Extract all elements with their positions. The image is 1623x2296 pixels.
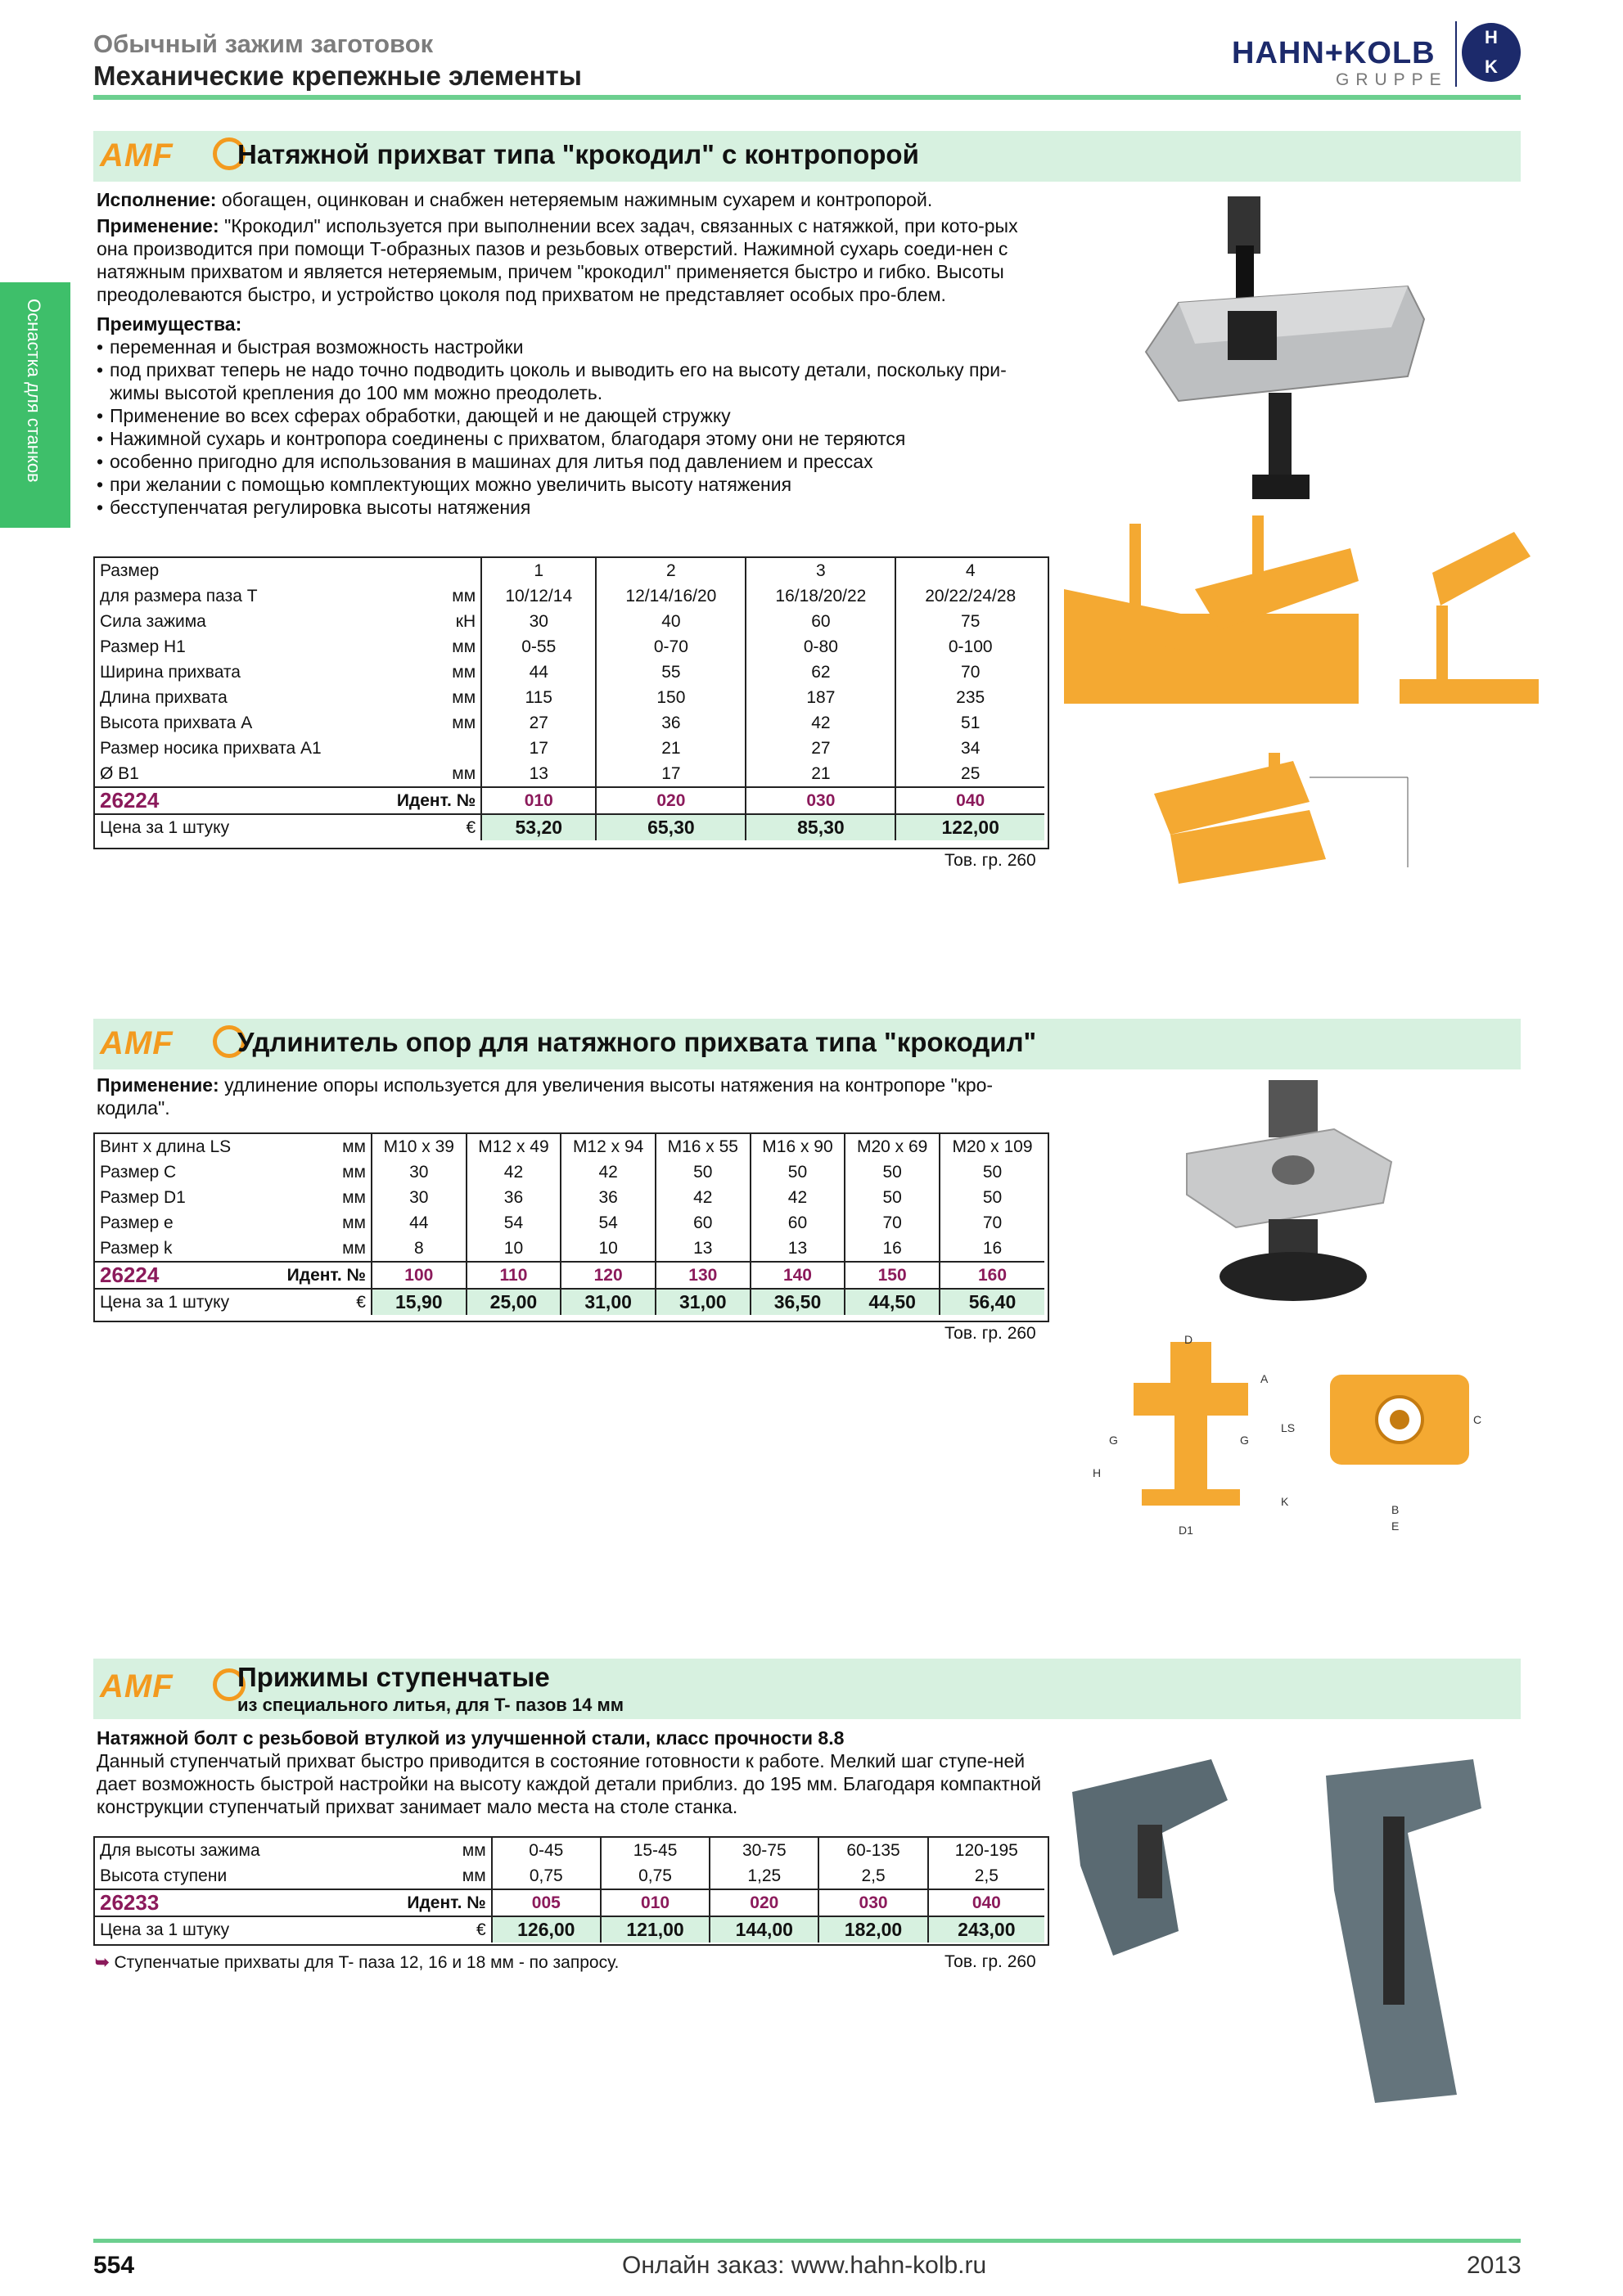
price-value: 25,00 <box>467 1289 561 1315</box>
section3-text: Данный ступенчатый прихват быстро приводится в состояние готовности к работе. Мелкий шаг ступе-ней дает возможность быстрой настройки на высоту каждой детали приблиз. до 195 мм. Благодаря компактной конструкции ступенчатый прихват занимает мало места на столе станка. <box>97 1750 1042 1817</box>
table-cell: 10 <box>561 1236 656 1262</box>
table-cell: 75 <box>895 609 1044 634</box>
table-cell: 2 <box>596 558 746 583</box>
section2-title: Удлинитель опор для натяжного прихвата типа "крокодил" <box>237 1027 1037 1057</box>
section2-description: Применение: удлинение опоры используется для увеличения высоты натяжения на контропоре "кро-кодила". <box>97 1074 994 1119</box>
support-extension-dimension-drawing <box>1084 1334 1526 1546</box>
table-cell: 42 <box>751 1185 845 1210</box>
row-unit: мм <box>452 662 476 682</box>
section1-spec-table <box>95 558 1044 840</box>
table-row <box>95 1185 1044 1210</box>
diagram-label: G <box>1109 1434 1118 1447</box>
diagram-label: B <box>1391 1503 1400 1516</box>
table-cell: M16 x 55 <box>656 1134 751 1159</box>
footer-divider <box>93 2239 1521 2243</box>
row-label: Ø B1 <box>100 763 139 783</box>
table-cell: 0-45 <box>492 1838 601 1863</box>
table-cell: 60 <box>746 609 895 634</box>
step-clamp-photo <box>1064 1743 1490 2103</box>
table-cell: 20/22/24/28 <box>895 583 1044 609</box>
table-row <box>95 1210 1044 1236</box>
table-cell: 2,5 <box>818 1863 927 1889</box>
advantage-item: • под прихват теперь не надо точно подводить цоколь и выводить его на высоту детали, поскольку при-жимы высотой крепления до 100 мм можно преодолеть. <box>110 358 1046 404</box>
row-unit: мм <box>452 713 476 732</box>
ident-code: 140 <box>751 1262 845 1289</box>
article-number: 26233 <box>100 1890 160 1915</box>
header-title: Механические крепежные элементы <box>93 61 582 91</box>
table-row <box>95 736 1044 761</box>
table-cell: 36 <box>596 710 746 736</box>
section3-spec-table <box>95 1838 1044 1943</box>
support-extension-photo <box>1179 1080 1408 1309</box>
table-cell: 50 <box>845 1159 940 1185</box>
table-cell: 40 <box>596 609 746 634</box>
table-cell: 54 <box>467 1210 561 1236</box>
advantage-item: • Применение во всех сферах обработки, дающей и не дающей стружку <box>110 404 1046 427</box>
diagram-label: H <box>1093 1466 1102 1479</box>
table-cell: M20 x 69 <box>845 1134 940 1159</box>
row-unit: мм <box>342 1238 366 1258</box>
table-cell: 70 <box>940 1210 1044 1236</box>
table-cell: M12 x 94 <box>561 1134 656 1159</box>
row-label: для размера паза T <box>100 586 258 606</box>
article-number: 26224 <box>100 1263 160 1287</box>
table-cell: 51 <box>895 710 1044 736</box>
section1-product-group: Тов. гр. 260 <box>944 851 1036 870</box>
table-cell: 0,75 <box>492 1863 601 1889</box>
table-cell: 17 <box>596 761 746 787</box>
row-unit: мм <box>452 637 476 656</box>
table-cell: 4 <box>895 558 1044 583</box>
ident-code: 110 <box>467 1262 561 1289</box>
section2-spec-table <box>95 1134 1044 1315</box>
table-cell: 36 <box>561 1185 656 1210</box>
table-cell: 3 <box>746 558 895 583</box>
ident-code: 130 <box>656 1262 751 1289</box>
table-cell: 60 <box>751 1210 845 1236</box>
table-cell: 36 <box>467 1185 561 1210</box>
table-row <box>95 1159 1044 1185</box>
advantage-item: • бесступенчатая регулировка высоты натяжения <box>110 496 1046 519</box>
table-cell: 10/12/14 <box>481 583 596 609</box>
table-row <box>95 1863 1044 1889</box>
row-label: Высота ступени <box>100 1866 228 1885</box>
row-label: Ширина прихвата <box>100 662 241 682</box>
table-cell: 0-55 <box>481 634 596 660</box>
ident-code: 100 <box>372 1262 467 1289</box>
ident-code: 010 <box>601 1889 710 1916</box>
amf-logo: AMF <box>100 1668 174 1704</box>
price-value: 243,00 <box>928 1916 1044 1943</box>
currency-symbol: € <box>476 1920 486 1939</box>
crocodile-application-diagram <box>1056 515 1547 712</box>
ident-label: Идент. № <box>407 1893 486 1912</box>
row-unit: кН <box>455 611 476 631</box>
table-cell: M20 x 109 <box>940 1134 1044 1159</box>
diagram-label: E <box>1391 1519 1400 1533</box>
section1-description: Исполнение: обогащен, оцинкован и снабжен нетеряемым нажимным сухарем и контропорой. Применение: "Крокодил" используется при выполнении всех задач, связанных с натяжкой, при кото-рых она производится при помощи T-образных пазов и резьбовых отверстий. Нажимной сухарь соеди-нен с натяжным прихватом и является нетеряемым, причем "крокодил" применяется быстро и гибко. Высоты преодолеваются быстро, и устройство цоколя под прихватом не представляет особых про-блем. Преимущества: • переменная и быстрая возможность настройки • под прихват теперь не надо точно подводить цоколь и выводить его на высоту детали, поскольку при-жимы высотой крепления до 100 мм можно преодолеть. • Применение во всех сферах обработки, дающей и не дающей стружку • Нажимной сухарь и контропора соединены с прихватом, благодаря этому они не теряются • особенно пригодно для использования в машинах для литья под давлением и прессах • при желании с помощью комплектующих можно увеличить высоту натяжения • бесступенчатая регулировка высоты натяжения <box>97 188 1046 519</box>
ident-code: 150 <box>845 1262 940 1289</box>
price-value: 44,50 <box>845 1289 940 1315</box>
table-cell: 30 <box>372 1185 467 1210</box>
table-cell: 50 <box>940 1159 1044 1185</box>
table-cell: 42 <box>746 710 895 736</box>
price-value: 144,00 <box>710 1916 818 1943</box>
brand-logo-icon: H K <box>1462 23 1521 82</box>
side-tab-label: Оснастка для станков <box>24 299 44 483</box>
table-cell: 13 <box>656 1236 751 1262</box>
price-row <box>95 1916 1044 1943</box>
amf-logo: AMF <box>100 137 174 173</box>
arrow-icon: ➥ <box>95 1953 110 1972</box>
ident-code: 030 <box>746 787 895 814</box>
price-value: 182,00 <box>818 1916 927 1943</box>
table-cell: 21 <box>596 736 746 761</box>
table-cell: 235 <box>895 685 1044 710</box>
ident-label: Идент. № <box>396 790 476 810</box>
row-label: Размер носика прихвата A1 <box>100 738 322 758</box>
price-value: 126,00 <box>492 1916 601 1943</box>
diagram-label: C <box>1473 1413 1482 1426</box>
diagram-label: G <box>1240 1434 1249 1447</box>
row-unit: мм <box>342 1187 366 1207</box>
row-label: Размер k <box>100 1238 173 1258</box>
section3-subtitle: из специального литья, для T- пазов 14 мм <box>237 1695 624 1715</box>
table-cell: 70 <box>845 1210 940 1236</box>
price-value: 65,30 <box>596 814 746 840</box>
section3-title: Прижимы ступенчатые <box>237 1662 550 1692</box>
crocodile-dimension-drawing <box>1146 728 1432 892</box>
table-cell: 10 <box>467 1236 561 1262</box>
table-row <box>95 1838 1044 1863</box>
table-cell: 150 <box>596 685 746 710</box>
ident-code: 040 <box>895 787 1044 814</box>
row-label: Высота прихвата A <box>100 713 253 732</box>
row-label: Сила зажима <box>100 611 206 631</box>
table-cell: M16 x 90 <box>751 1134 845 1159</box>
table-row <box>95 761 1044 787</box>
ident-label: Идент. № <box>286 1265 366 1285</box>
table-row <box>95 583 1044 609</box>
table-cell: 27 <box>746 736 895 761</box>
currency-symbol: € <box>356 1292 366 1312</box>
table-cell: 16 <box>845 1236 940 1262</box>
table-cell: 17 <box>481 736 596 761</box>
row-unit: мм <box>462 1840 486 1860</box>
price-value: 31,00 <box>656 1289 751 1315</box>
row-label: Размер C <box>100 1162 177 1182</box>
table-cell: 13 <box>481 761 596 787</box>
price-label: Цена за 1 штуку <box>100 817 230 837</box>
row-unit <box>350 736 481 761</box>
table-cell: 60 <box>656 1210 751 1236</box>
ident-code: 010 <box>481 787 596 814</box>
table-row <box>95 609 1044 634</box>
ident-code: 120 <box>561 1262 656 1289</box>
table-cell: 30-75 <box>710 1838 818 1863</box>
row-label: Размер <box>100 560 160 580</box>
table-cell: 8 <box>372 1236 467 1262</box>
table-cell: 115 <box>481 685 596 710</box>
row-unit: мм <box>342 1137 366 1156</box>
price-value: 122,00 <box>895 814 1044 840</box>
table-cell: 42 <box>467 1159 561 1185</box>
table-cell: M12 x 49 <box>467 1134 561 1159</box>
section1-title: Натяжной прихват типа "крокодил" с контропорой <box>237 139 919 169</box>
table-cell: 0-100 <box>895 634 1044 660</box>
table-cell: 50 <box>751 1159 845 1185</box>
crocodile-clamp-photo <box>1129 196 1449 507</box>
table-cell: 42 <box>656 1185 751 1210</box>
brand-logo-subtitle: GRUPPE <box>1336 70 1448 89</box>
ident-code: 020 <box>596 787 746 814</box>
ident-code: 160 <box>940 1262 1044 1289</box>
table-row <box>95 685 1044 710</box>
table-cell: 60-135 <box>818 1838 927 1863</box>
side-tab[interactable] <box>0 282 70 528</box>
table-row <box>95 660 1044 685</box>
table-cell: 25 <box>895 761 1044 787</box>
header-divider <box>93 95 1521 100</box>
table-cell: 13 <box>751 1236 845 1262</box>
table-cell: 1,25 <box>710 1863 818 1889</box>
article-row <box>95 1262 1044 1289</box>
row-label: Длина прихвата <box>100 687 228 707</box>
diagram-label: D1 <box>1179 1524 1193 1537</box>
table-cell: 2,5 <box>928 1863 1044 1889</box>
price-value: 85,30 <box>746 814 895 840</box>
row-label: Размер e <box>100 1213 174 1232</box>
table-cell: 16/18/20/22 <box>746 583 895 609</box>
section3-title-bar <box>93 1659 1521 1719</box>
price-value: 121,00 <box>601 1916 710 1943</box>
section1-title-bar <box>93 131 1521 182</box>
price-value: 15,90 <box>372 1289 467 1315</box>
row-unit: мм <box>452 763 476 783</box>
row-label: Размер D1 <box>100 1187 186 1207</box>
table-cell: 12/14/16/20 <box>596 583 746 609</box>
row-unit: мм <box>452 687 476 707</box>
table-cell: 120-195 <box>928 1838 1044 1863</box>
advantage-item: • особенно пригодно для использования в машинах для литья под давлением и прессах <box>110 450 1046 473</box>
page-number: 554 <box>93 2252 135 2279</box>
table-cell: 44 <box>372 1210 467 1236</box>
row-unit: мм <box>342 1213 366 1232</box>
table-cell: 27 <box>481 710 596 736</box>
article-row <box>95 787 1044 814</box>
section2-title-bar <box>93 1019 1521 1069</box>
row-label: Размер H1 <box>100 637 186 656</box>
ident-code: 040 <box>928 1889 1044 1916</box>
price-value: 36,50 <box>751 1289 845 1315</box>
table-cell: 44 <box>481 660 596 685</box>
ident-code: 020 <box>710 1889 818 1916</box>
table-cell: 15-45 <box>601 1838 710 1863</box>
catalog-year: 2013 <box>1467 2252 1522 2279</box>
diagram-label: D <box>1184 1334 1193 1346</box>
table-cell: 55 <box>596 660 746 685</box>
table-cell: 16 <box>940 1236 1044 1262</box>
advantage-item: • переменная и быстрая возможность настройки <box>110 335 1046 358</box>
row-unit: мм <box>342 1162 366 1182</box>
table-cell: 42 <box>561 1159 656 1185</box>
table-cell: 30 <box>481 609 596 634</box>
row-unit: мм <box>452 586 476 606</box>
logo-divider <box>1455 21 1457 87</box>
price-label: Цена за 1 штуку <box>100 1292 230 1312</box>
table-cell: 50 <box>845 1185 940 1210</box>
table-cell: 54 <box>561 1210 656 1236</box>
price-row <box>95 814 1044 840</box>
price-value: 53,20 <box>481 814 596 840</box>
online-order-link[interactable]: Онлайн заказ: www.hahn-kolb.ru <box>622 2252 987 2279</box>
price-value: 31,00 <box>561 1289 656 1315</box>
diagram-label: K <box>1281 1495 1289 1508</box>
table-cell: 0-80 <box>746 634 895 660</box>
advantages-list <box>97 335 1046 519</box>
table-row <box>95 710 1044 736</box>
advantage-item: • при желании с помощью комплектующих можно увеличить высоту натяжения <box>110 473 1046 496</box>
row-unit <box>350 558 481 583</box>
ident-code: 005 <box>492 1889 601 1916</box>
row-label: Для высоты зажима <box>100 1840 260 1860</box>
article-row <box>95 1889 1044 1916</box>
table-cell: M10 x 39 <box>372 1134 467 1159</box>
table-cell: 50 <box>940 1185 1044 1210</box>
section3-product-group: Тов. гр. 260 <box>944 1952 1036 1971</box>
diagram-label: LS <box>1281 1421 1296 1434</box>
section3-note: ➥ Ступенчатые прихваты для T- паза 12, 16 и 18 мм - по запросу. <box>95 1953 620 1972</box>
header-category: Обычный зажим заготовок <box>93 29 434 58</box>
table-cell: 62 <box>746 660 895 685</box>
row-label: Винт x длина LS <box>100 1137 232 1156</box>
table-row <box>95 558 1044 583</box>
amf-logo: AMF <box>100 1025 174 1061</box>
section3-lead: Натяжной болт с резьбовой втулкой из улучшенной стали, класс прочности 8.8 <box>97 1727 845 1749</box>
table-cell: 1 <box>481 558 596 583</box>
article-number: 26224 <box>100 788 160 813</box>
price-row <box>95 1289 1044 1315</box>
section3-description <box>97 1727 1046 1818</box>
ident-code: 030 <box>818 1889 927 1916</box>
diagram-label: A <box>1260 1372 1269 1385</box>
row-unit: мм <box>462 1866 486 1885</box>
table-cell: 0,75 <box>601 1863 710 1889</box>
table-cell: 187 <box>746 685 895 710</box>
advantage-item: • Нажимной сухарь и контропора соединены с прихватом, благодаря этому они не теряются <box>110 427 1046 450</box>
price-value: 56,40 <box>940 1289 1044 1315</box>
table-cell: 21 <box>746 761 895 787</box>
brand-logo-text: HAHN+KOLB <box>1232 36 1436 70</box>
section2-product-group: Тов. гр. 260 <box>944 1324 1036 1343</box>
price-label: Цена за 1 штуку <box>100 1920 230 1939</box>
table-cell: 0-70 <box>596 634 746 660</box>
table-cell: 34 <box>895 736 1044 761</box>
table-row <box>95 1134 1044 1159</box>
table-cell: 50 <box>656 1159 751 1185</box>
table-cell: 30 <box>372 1159 467 1185</box>
table-cell: 70 <box>895 660 1044 685</box>
table-row <box>95 634 1044 660</box>
currency-symbol: € <box>466 817 476 837</box>
table-row <box>95 1236 1044 1262</box>
